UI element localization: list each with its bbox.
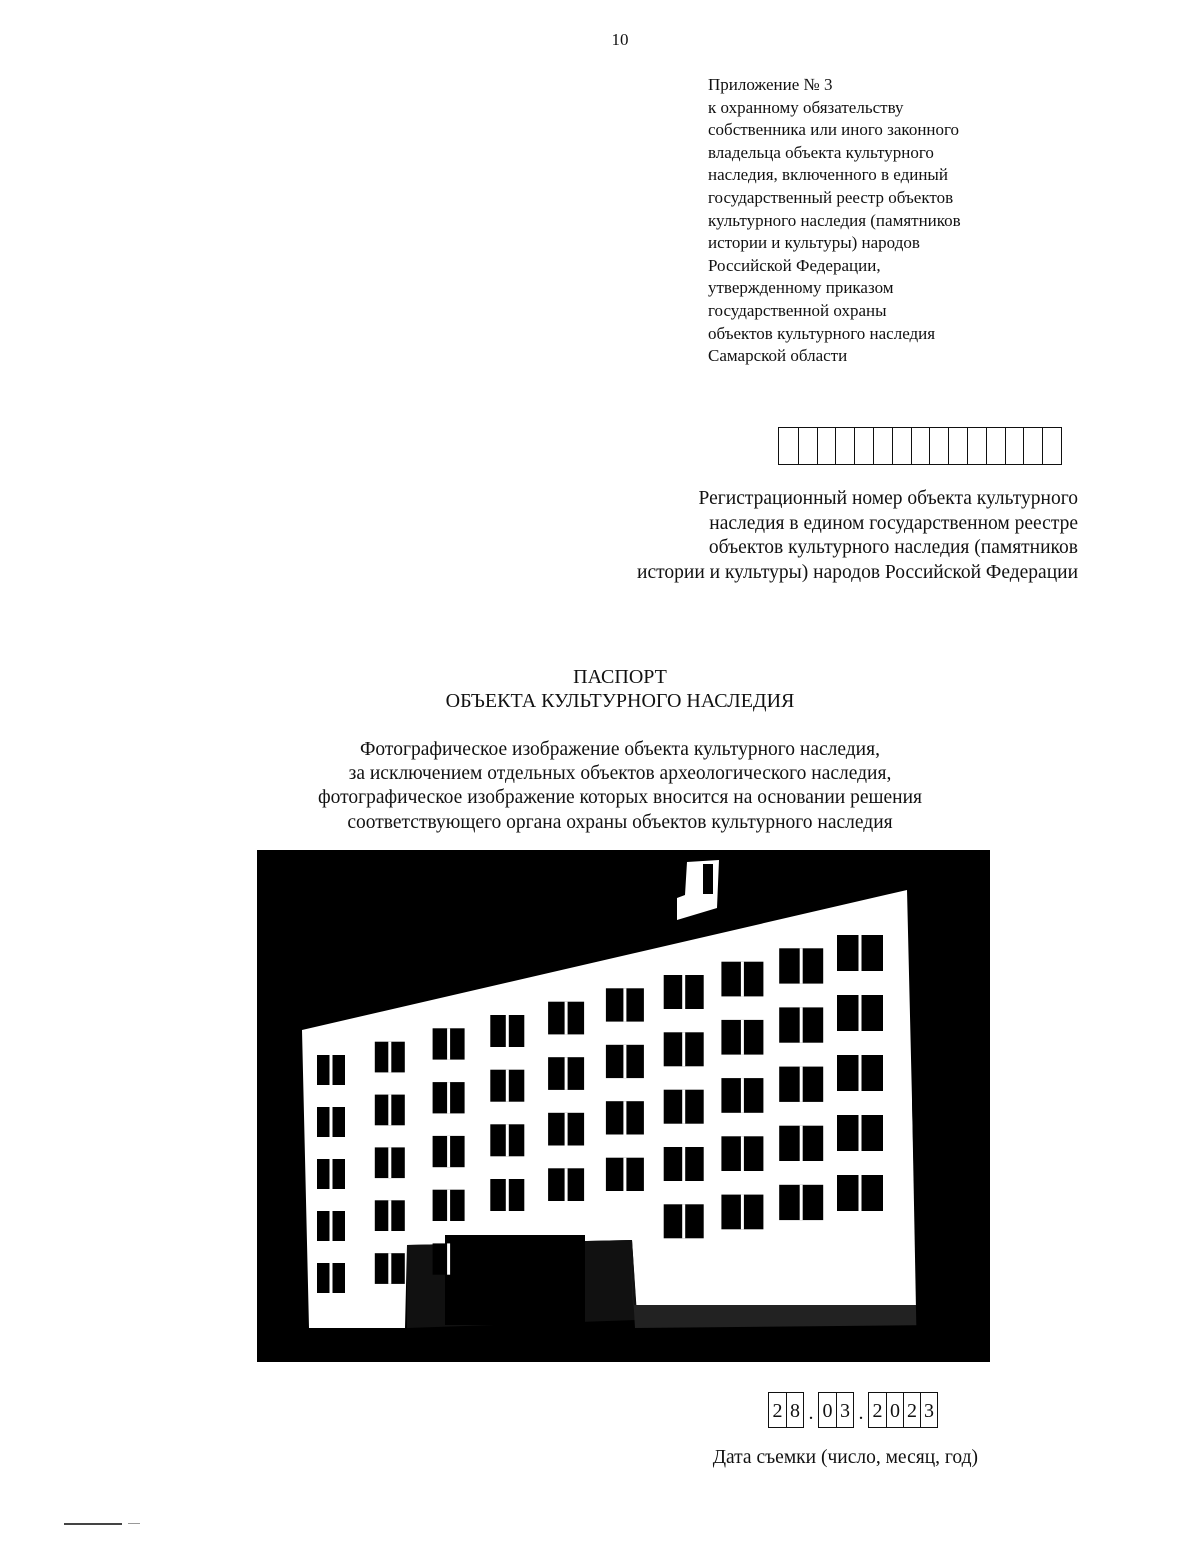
window-mullion — [330, 1263, 333, 1293]
window-mullion — [623, 1158, 626, 1191]
window-mullion — [682, 1032, 685, 1066]
window-mullion — [623, 1045, 626, 1078]
window-mullion — [800, 1007, 803, 1042]
registration-digit-box — [892, 428, 911, 464]
registration-label-line: истории и культуры) народов Российской Федерации — [637, 561, 1078, 583]
window-mullion — [741, 1136, 744, 1171]
window-mullion — [800, 1126, 803, 1161]
window-mullion — [447, 1028, 450, 1059]
passport-title-line2: ОБЪЕКТА КУЛЬТУРНОГО НАСЛЕДИЯ — [445, 690, 795, 712]
date-separator: . — [808, 1402, 814, 1424]
appendix-line: Самарской области — [708, 346, 848, 366]
window-mullion — [388, 1253, 391, 1284]
window-mullion — [506, 1070, 509, 1102]
window-mullion — [565, 1002, 568, 1035]
registration-digit-box — [779, 428, 798, 464]
window-mullion — [623, 1101, 626, 1134]
window-mullion — [800, 1185, 803, 1220]
appendix-line: истории и культуры) народов — [708, 233, 920, 253]
appendix-line: утвержденному приказом — [708, 278, 894, 298]
window-mullion — [741, 962, 744, 997]
window-mullion — [741, 1078, 744, 1113]
window-mullion — [447, 1082, 450, 1113]
date-separator: . — [858, 1402, 864, 1424]
window-mullion — [682, 1204, 685, 1238]
window-mullion — [388, 1042, 391, 1073]
window-mullion — [330, 1107, 333, 1137]
tree-shadow — [912, 1080, 990, 1362]
appendix-line: владельца объекта культурного — [708, 142, 934, 162]
appendix-line: государственной охраны — [708, 300, 887, 320]
registration-digit-box — [873, 428, 892, 464]
window-mullion — [682, 975, 685, 1009]
appendix-line: к охранному обязательству — [708, 97, 904, 117]
window-mullion — [330, 1211, 333, 1241]
page-number: 10 — [611, 30, 629, 49]
registration-number-label — [637, 487, 1078, 585]
window-mullion — [447, 1243, 450, 1274]
building-photo — [257, 850, 990, 1362]
window-mullion — [623, 988, 626, 1021]
window-mullion — [859, 995, 862, 1031]
window-mullion — [859, 935, 862, 971]
window-mullion — [682, 1090, 685, 1124]
date-digit: 8 — [786, 1393, 803, 1427]
date-digit: 3 — [836, 1393, 853, 1427]
window-mullion — [506, 1179, 509, 1211]
date-digit: 2 — [903, 1393, 920, 1427]
window-mullion — [330, 1159, 333, 1189]
window-mullion — [330, 1055, 333, 1085]
date-digit: 0 — [886, 1393, 903, 1427]
window-mullion — [859, 1175, 862, 1211]
window-mullion — [506, 1015, 509, 1047]
footer-rule-dash — [128, 1523, 140, 1524]
appendix-line: наследия, включенного в единый — [708, 165, 948, 185]
registration-digit-box — [817, 428, 836, 464]
registration-digit-box — [798, 428, 817, 464]
registration-digit-box — [835, 428, 854, 464]
window-mullion — [565, 1057, 568, 1090]
date-digit: 2 — [772, 1400, 783, 1422]
window-mullion — [565, 1168, 568, 1201]
registration-digit-box — [911, 428, 930, 464]
registration-number-boxes — [778, 427, 1062, 465]
window-mullion — [506, 1124, 509, 1156]
registration-digit-box — [854, 428, 873, 464]
window-mullion — [447, 1190, 450, 1221]
appendix-header — [708, 74, 961, 368]
window-mullion — [565, 1113, 568, 1146]
date-digit: 3 — [920, 1393, 937, 1427]
window-mullion — [741, 1020, 744, 1055]
registration-label-line: Регистрационный номер объекта культурного — [698, 488, 1078, 509]
registration-digit-box — [948, 428, 967, 464]
registration-digit-box — [1023, 428, 1042, 464]
photo-caption-line: фотографическое изображение которых вносится на основании решения — [317, 787, 923, 809]
registration-digit-box — [929, 428, 948, 464]
appendix-line: объектов культурного наследия — [708, 323, 936, 343]
window-mullion — [388, 1200, 391, 1231]
registration-label-line: наследия в едином государственном реестре — [709, 512, 1078, 534]
photo-caption-line: Фотографическое изображение объекта культурного наследия, — [360, 739, 880, 760]
photo-caption-line: соответствующего органа охраны объектов культурного наследия — [347, 811, 893, 833]
passport-title — [0, 665, 1200, 713]
appendix-line: Российской Федерации, — [708, 255, 881, 275]
appendix-line: культурного наследия (памятников — [708, 210, 961, 230]
appendix-line: собственника или иного законного — [708, 120, 960, 140]
registration-digit-box — [1005, 428, 1024, 464]
shooting-date — [768, 1392, 938, 1428]
window-mullion — [800, 1067, 803, 1102]
date-day-group — [768, 1392, 804, 1428]
date-year-group — [868, 1392, 938, 1428]
window-mullion — [388, 1147, 391, 1178]
registration-digit-box — [986, 428, 1005, 464]
date-digit: 0 — [822, 1400, 833, 1422]
window-mullion — [859, 1055, 862, 1091]
window-mullion — [682, 1147, 685, 1181]
window-mullion — [859, 1115, 862, 1151]
window-mullion — [388, 1095, 391, 1126]
window-mullion — [447, 1136, 450, 1167]
appendix-line: Приложение № 3 — [708, 75, 833, 94]
photo-caption — [0, 738, 1200, 835]
registration-digit-box — [1042, 428, 1061, 464]
footer-rule — [64, 1523, 122, 1525]
registration-digit-box — [967, 428, 986, 464]
date-digit: 2 — [872, 1400, 883, 1422]
building-illustration — [257, 850, 990, 1362]
date-month-group — [818, 1392, 854, 1428]
window-mullion — [800, 948, 803, 983]
window-mullion — [741, 1195, 744, 1230]
shooting-date-label: Дата съемки (число, месяц, год) — [712, 1447, 978, 1468]
registration-label-line: объектов культурного наследия (памятников — [708, 537, 1078, 558]
passport-title-line1: ПАСПОРТ — [573, 666, 667, 688]
photo-caption-line: за исключением отдельных объектов археологического наследия, — [348, 763, 892, 785]
appendix-line: государственный реестр объектов — [708, 187, 954, 207]
